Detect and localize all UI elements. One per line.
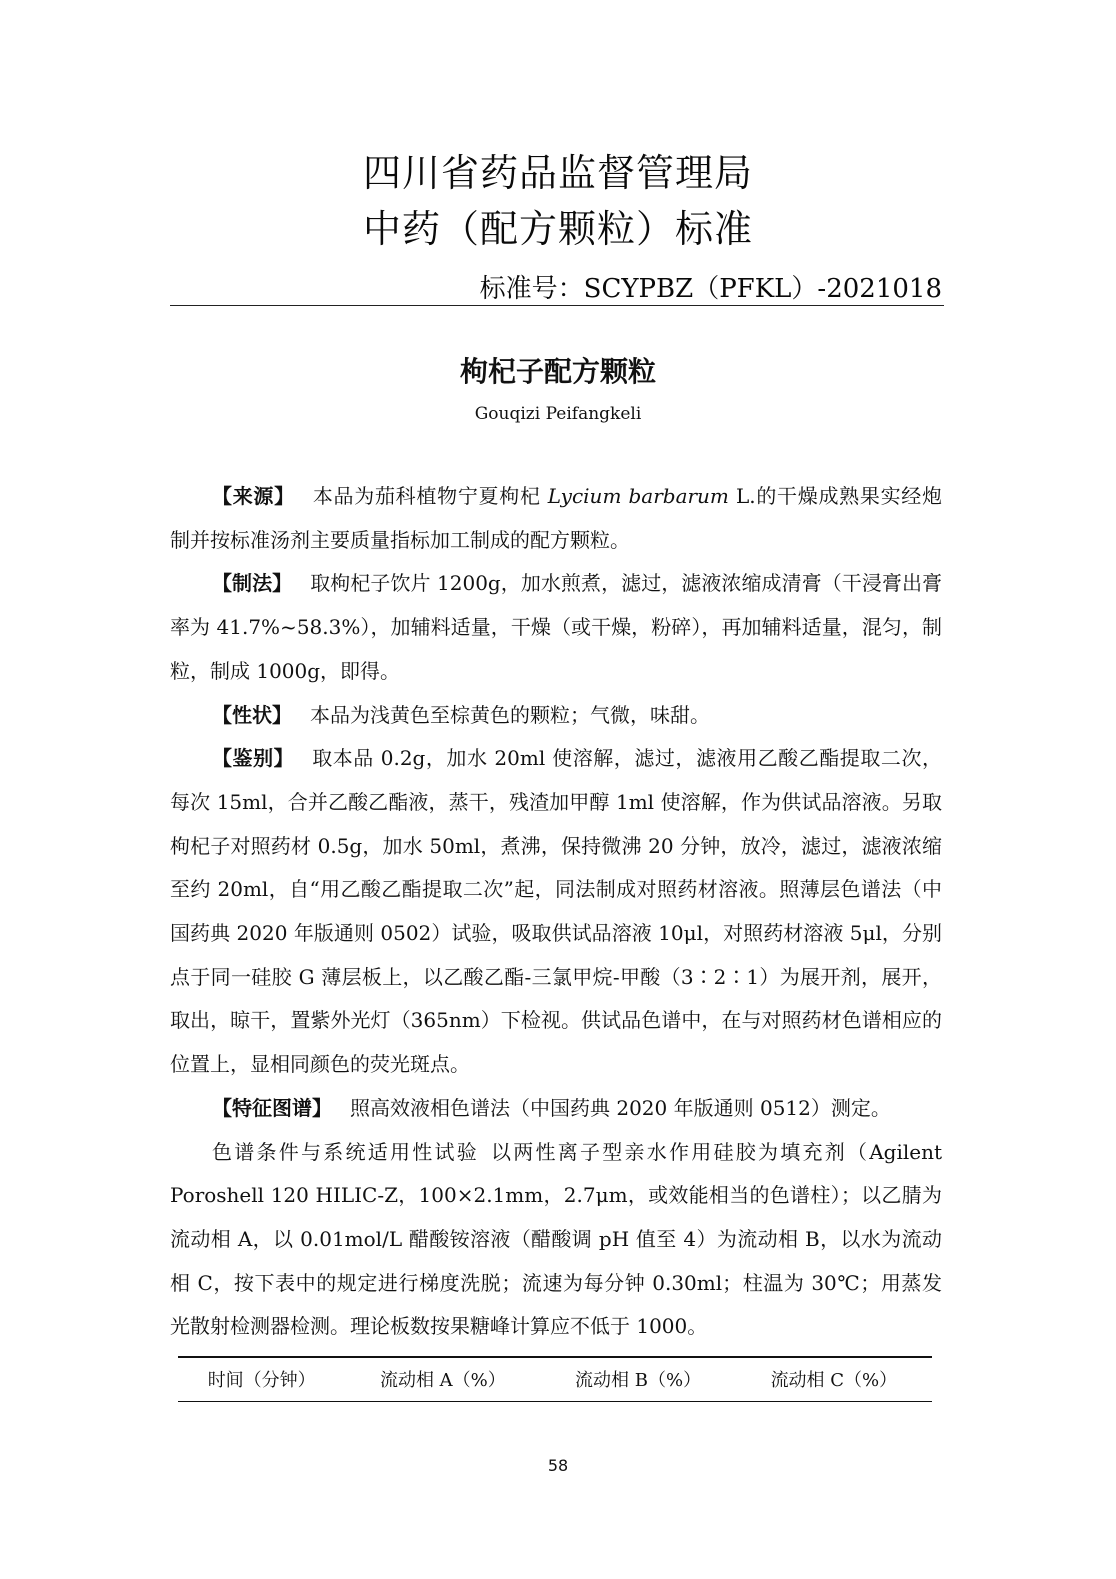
standard-number-line: [480, 268, 942, 305]
standard-number: SCYPBZ（PFKL）-2021018: [583, 274, 942, 304]
preparation-paragraph: [170, 562, 942, 693]
page-number: 58: [547, 1456, 569, 1475]
fingerprint-label: 【特征图谱】: [212, 1095, 332, 1120]
standard-number-label: 标准号：: [479, 274, 584, 304]
source-latin-name: Lycium barbarum: [547, 484, 729, 508]
table-header-phase-c: 流动相 C（%）: [736, 1357, 932, 1402]
identification-paragraph: [170, 737, 942, 1087]
table-header-phase-a: 流动相 A（%）: [345, 1357, 540, 1402]
table-header-time: 时间（分钟）: [178, 1357, 345, 1402]
source-paragraph: [170, 475, 942, 562]
monograph-body: [170, 475, 942, 1349]
drug-pinyin: Gouqizi Peifangkeli: [474, 404, 642, 424]
characters-paragraph: [170, 694, 942, 738]
document-title-line-1: 四川省药品监督管理局: [362, 151, 753, 195]
source-text-after: L.的干燥成熟果实经炮制并按标准汤剂主要质量指标加工制成的配方颗粒。: [170, 484, 943, 552]
identification-text: 取本品 0.2g，加水 20ml 使溶解，滤过，滤液用乙酸乙酯提取二次，每次 15ml，合并乙酸乙酯液，蒸干，残渣加甲醇 1ml 使溶解，作为供试品溶液。另取枸杞子对照药材 0.5g，加水 50ml，煮沸，保持微沸 20 分钟，放冷，滤过，滤液浓缩至约 20ml，自“用乙酸乙酯提取二次”起，同法制成对照药材溶液。照薄层色谱法（中国药典 2020 年版通则 0502）试验，吸取供试品溶液 10μl，对照药材溶液 5μl，分别点于同一硅胶 G 薄层板上，以乙酸乙酯-三氯甲烷-甲酸（3∶2∶1）为展开剂，展开，取出，晾干，置紫外光灯（365nm）下检视。供试品色谱中，在与对照药材色谱相应的位置上，显相同颜色的荧光斑点。: [170, 746, 942, 1077]
gradient-table: [178, 1356, 932, 1402]
chromatographic-paragraph: [170, 1131, 942, 1350]
drug-name: 枸杞子配方颗粒: [459, 355, 656, 388]
preparation-text: 取枸杞子饮片 1200g，加水煎煮，滤过，滤液浓缩成清膏（干浸膏出膏率为 41.7%~58.3%），加辅料适量，干燥（或干燥，粉碎），再加辅料适量，混匀，制粒，制成 1000g，即得。: [170, 571, 943, 683]
table-header-row: [178, 1357, 932, 1402]
table-header-phase-b: 流动相 B（%）: [540, 1357, 735, 1402]
chromatographic-text: 以两性离子型亲水作用硅胶为填充剂（Agilent Poroshell 120 HILIC-Z，100×2.1mm，2.7μm，或效能相当的色谱柱）；以乙腈为流动相 A，以 0.01mol/L 醋酸铵溶液（醋酸调 pH 值至 4）为流动相 B，以水为流动相 C，按下表中的规定进行梯度洗脱；流速为每分钟 0.30ml；柱温为 30℃；用蒸发光散射检测器检测。理论板数按果糖峰计算应不低于 1000。: [170, 1139, 942, 1339]
characters-text: 本品为浅黄色至棕黄色的颗粒；气微，味甜。: [310, 702, 710, 727]
source-text-before: 本品为茄科植物宁夏枸杞: [312, 484, 548, 508]
source-label: 【来源】: [212, 484, 295, 508]
fingerprint-text: 照高效液相色谱法（中国药典 2020 年版通则 0512）测定。: [350, 1095, 891, 1120]
preparation-label: 【制法】: [212, 571, 293, 596]
document-title-line-2: 中药（配方颗粒）标准: [362, 207, 753, 251]
header-divider: [170, 305, 944, 306]
characters-label: 【性状】: [212, 702, 292, 727]
chromatographic-label: 色谱条件与系统适用性试验: [212, 1139, 479, 1164]
identification-label: 【鉴别】: [212, 746, 295, 771]
fingerprint-paragraph: [170, 1087, 942, 1131]
